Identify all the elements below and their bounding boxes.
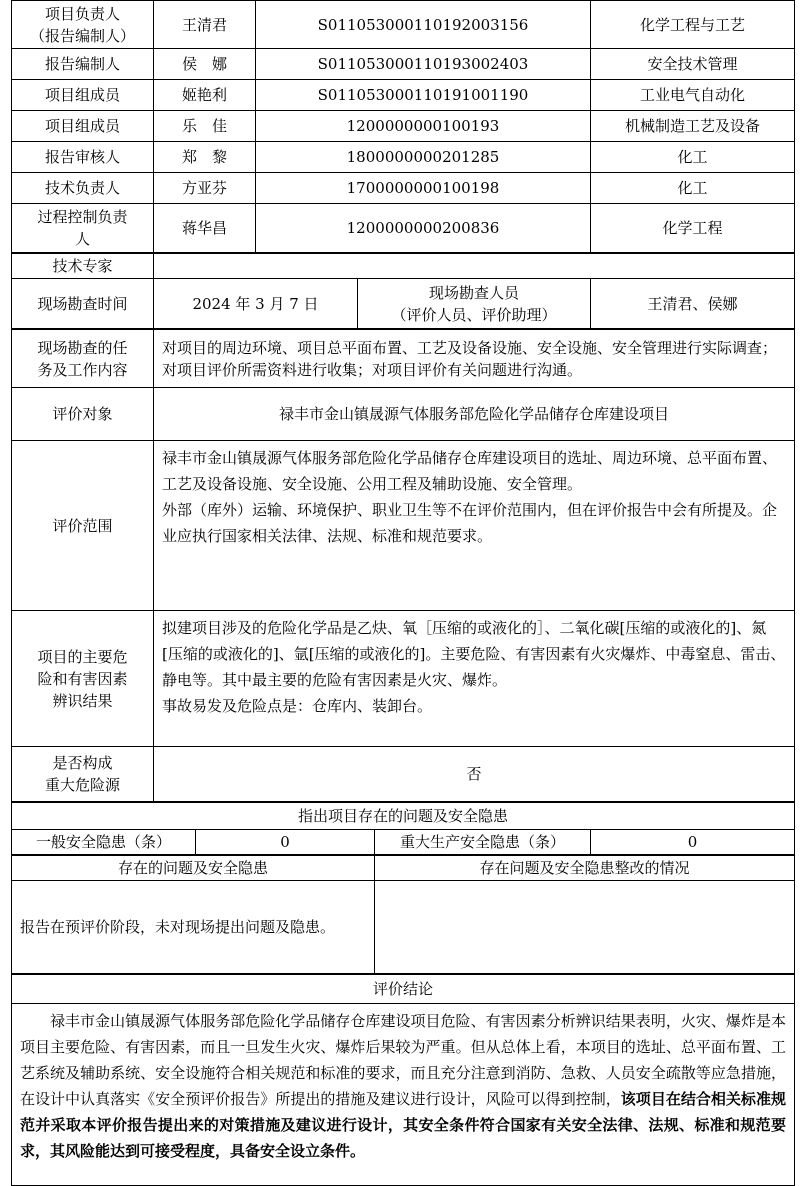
major-hazard-row	[12, 747, 795, 802]
role-cell: 过程控制负责 人	[12, 204, 154, 253]
specialty-cell: 化学工程与工艺	[591, 1, 795, 49]
evaluation-table	[11, 329, 795, 802]
major-hazard-label: 是否构成 重大危险源	[12, 747, 154, 802]
name-cell: 侯 娜	[154, 49, 256, 80]
specialty-cell: 机械制造工艺及设备	[591, 111, 795, 142]
conclusion-title: 评价结论	[12, 975, 795, 1004]
cert-cell: 1200000000200836	[256, 204, 591, 253]
conclusion-body-row	[12, 1004, 795, 1186]
issues-col-right: 存在问题及安全隐患整改的情况	[375, 856, 795, 881]
role-cell: 项目组成员	[12, 111, 154, 142]
survey-table	[11, 253, 795, 329]
cert-cell: S011053000110193002403	[256, 49, 591, 80]
survey-task-row	[12, 330, 795, 388]
scope-paragraph-1: 禄丰市金山镇晟源气体服务部危险化学品储存仓库建设项目的选址、周边环境、总平面布置、工艺及设备设施、安全设施、公用工程及辅助设施、安全管理。	[162, 449, 778, 493]
issues-right-text	[375, 881, 795, 974]
name-cell: 乐 佳	[154, 111, 256, 142]
survey-task-label: 现场勘查的任 务及工作内容	[12, 330, 154, 388]
name-cell: 姬艳利	[154, 80, 256, 111]
cert-cell: 1700000000100198	[256, 173, 591, 204]
conclusion-text	[12, 1004, 795, 1186]
issues-title: 指出项目存在的问题及安全隐患	[12, 803, 795, 830]
issues-col-left: 存在的问题及安全隐患	[12, 856, 375, 881]
major-hazard-count-value: 0	[591, 830, 795, 855]
personnel-row	[12, 49, 795, 80]
cert-cell: S011053000110191001190	[256, 80, 591, 111]
issues-detail-table	[11, 855, 795, 974]
object-text: 禄丰市金山镇晟源气体服务部危险化学品储存仓库建设项目	[154, 388, 795, 441]
general-hazard-label: 一般安全隐患（条）	[12, 830, 196, 855]
tech-expert-label: 技术专家	[12, 254, 154, 279]
conclusion-bold-text: 该项目在结合相关标准规范并采取本评价报告提出来的对策措施及建议进行设计，其安全条件符合国家有关安全法律、法规、标准和规范要求，其风险能达到可接受程度，具备安全设立条件。	[20, 1090, 786, 1160]
issues-count-row	[12, 830, 795, 855]
general-hazard-value: 0	[196, 830, 375, 855]
personnel-row	[12, 80, 795, 111]
major-hazard-value: 否	[154, 747, 795, 802]
specialty-cell: 安全技术管理	[591, 49, 795, 80]
tech-expert-value	[154, 254, 795, 279]
hazards-row	[12, 611, 795, 747]
object-label: 评价对象	[12, 388, 154, 441]
personnel-row	[12, 111, 795, 142]
scope-label: 评价范围	[12, 441, 154, 611]
major-hazard-count-label: 重大生产安全隐患（条）	[375, 830, 591, 855]
survey-staff-value: 王清君、侯娜	[591, 279, 795, 329]
name-cell: 郑 黎	[154, 142, 256, 173]
scope-content	[154, 441, 795, 611]
issues-title-row	[12, 803, 795, 830]
scope-row	[12, 441, 795, 611]
specialty-cell: 工业电气自动化	[591, 80, 795, 111]
conclusion-table	[11, 974, 795, 1186]
survey-row	[12, 279, 795, 329]
object-row	[12, 388, 795, 441]
personnel-row	[12, 173, 795, 204]
name-cell: 蒋华昌	[154, 204, 256, 253]
name-cell: 方亚芬	[154, 173, 256, 204]
role-cell: 项目负责人 （报告编制人）	[12, 1, 154, 49]
hazards-label: 项目的主要危 险和有害因素 辨识结果	[12, 611, 154, 747]
conclusion-normal-text: 禄丰市金山镇晟源气体服务部危险化学品储存仓库建设项目危险、有害因素分析辨识结果表明，火灾、爆炸是本项目主要危险、有害因素，而且一旦发生火灾、爆炸后果较为严重。但从总体上看，本项目的选址、总平面布置、工艺系统及辅助系统、安全设施符合相关规范和标准的要求，而且充分注意到消防、急救、人员安全疏散等应急措施，在设计中认真落实《安全预评价报告》所提出的措施及建议进行设计，风险可以得到控制，	[20, 1012, 786, 1108]
cert-cell: 1800000000201285	[256, 142, 591, 173]
issues-left-text: 报告在预评价阶段，未对现场提出问题及隐患。	[12, 881, 375, 974]
personnel-row	[12, 1, 795, 49]
hazards-content	[154, 611, 795, 747]
cert-cell: S011053000110192003156	[256, 1, 591, 49]
personnel-row	[12, 204, 795, 253]
personnel-row	[12, 142, 795, 173]
name-cell: 王清君	[154, 1, 256, 49]
tech-expert-row	[12, 254, 795, 279]
hazards-paragraph-1: 拟建项目涉及的危险化学品是乙炔、氧［压缩的或液化的］、二氧化碳[压缩的或液化的]、氮[压缩的或液化的]、氩[压缩的或液化的]。主要危险、有害因素有火灾爆炸、中毒窒息、雷击、静电等。其中最主要的危险有害因素是火灾、爆炸。	[162, 619, 786, 689]
conclusion-title-row	[12, 975, 795, 1004]
role-cell: 报告编制人	[12, 49, 154, 80]
survey-time-value: 2024 年 3 月 7 日	[154, 279, 358, 329]
scope-paragraph-2: 外部（库外）运输、环境保护、职业卫生等不在评价范围内，但在评价报告中会有所提及。企业应执行国家相关法律、法规、标准和规范要求。	[162, 501, 778, 545]
specialty-cell: 化工	[591, 173, 795, 204]
survey-time-label: 现场勘查时间	[12, 279, 154, 329]
role-cell: 项目组成员	[12, 80, 154, 111]
issues-table	[11, 802, 795, 855]
survey-task-text: 对项目的周边环境、项目总平面布置、工艺及设备设施、安全设施、安全管理进行实际调查；对项目评价所需资料进行收集；对项目评价有关问题进行沟通。	[154, 330, 795, 388]
issues-body-row	[12, 881, 795, 974]
personnel-table	[11, 0, 795, 253]
evaluation-summary-sheet	[11, 0, 794, 1186]
specialty-cell: 化学工程	[591, 204, 795, 253]
survey-staff-label: 现场勘查人员 （评价人员、评价助理）	[358, 279, 591, 329]
hazards-paragraph-2: 事故易发及危险点是：仓库内、装卸台。	[162, 697, 433, 715]
cert-cell: 1200000000100193	[256, 111, 591, 142]
specialty-cell: 化工	[591, 142, 795, 173]
role-cell: 报告审核人	[12, 142, 154, 173]
role-cell: 技术负责人	[12, 173, 154, 204]
issues-header-row	[12, 856, 795, 881]
